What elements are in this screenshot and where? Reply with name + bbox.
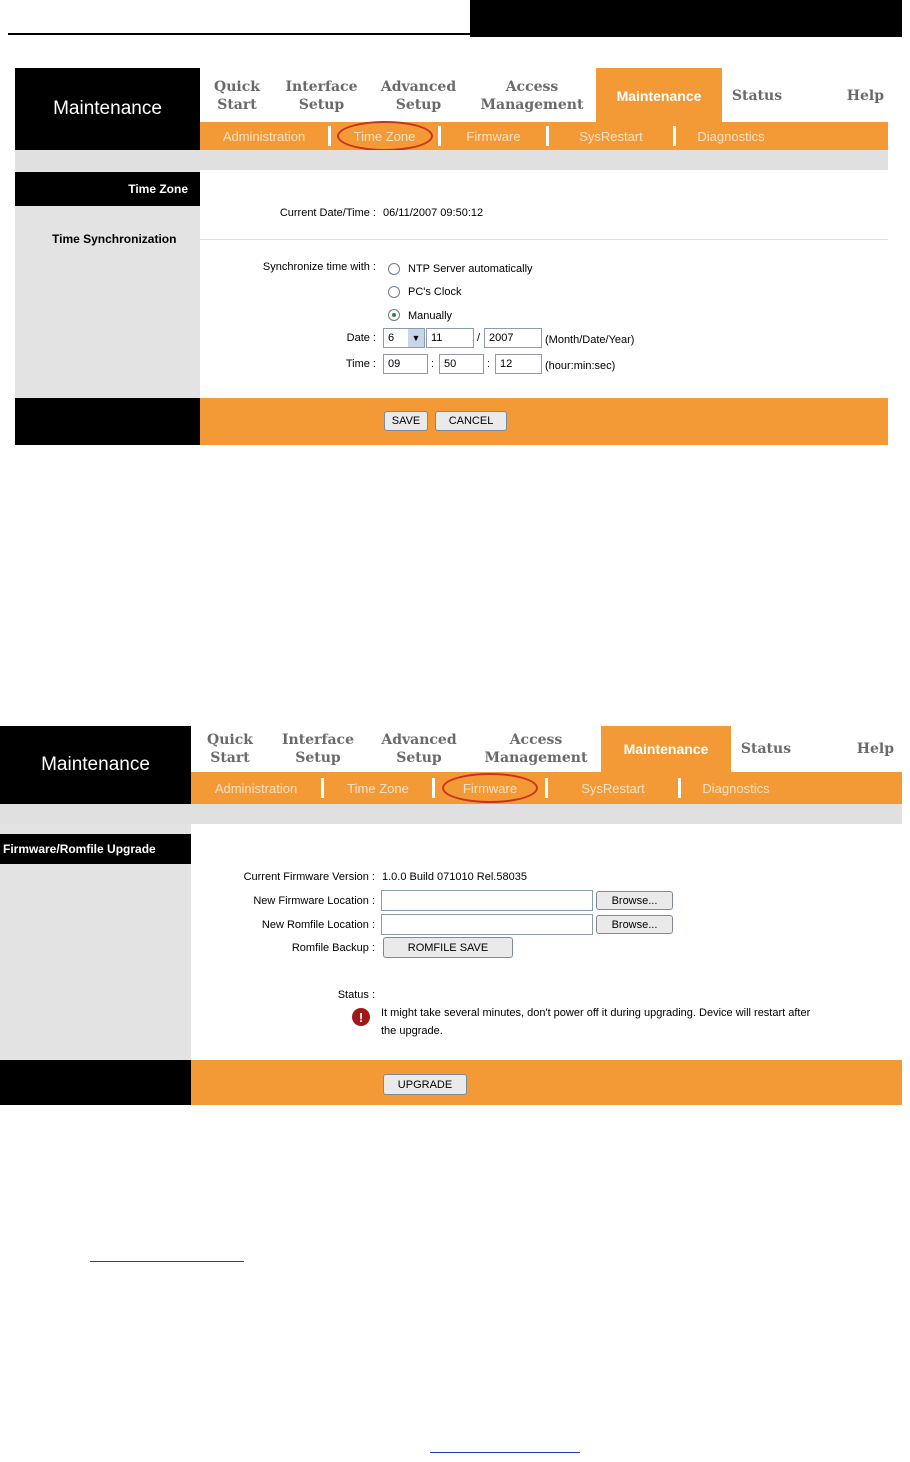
day-input[interactable]: 11 <box>426 328 474 348</box>
nav-help[interactable]: Help <box>846 88 884 104</box>
footer-bar <box>200 398 888 445</box>
nav-help[interactable]: Help <box>856 741 894 757</box>
side-section-title: Firmware/Romfile Upgrade <box>0 834 191 864</box>
chevron-down-icon: ▼ <box>408 329 424 347</box>
time-separator: : <box>487 358 491 370</box>
timezone-panel <box>15 62 888 445</box>
nav-quick-start[interactable]: Quick Start <box>207 732 253 766</box>
date-label: Date : <box>346 332 376 344</box>
romfile-save-button[interactable]: ROMFILE SAVE <box>383 937 513 958</box>
radio-manually-label: Manually <box>408 310 453 322</box>
sync-label: Synchronize time with : <box>262 261 376 273</box>
warning-icon: ! <box>352 1008 370 1026</box>
year-input[interactable]: 2007 <box>484 328 542 348</box>
document-header-bar <box>470 0 902 37</box>
nav-advanced-setup[interactable]: Advanced Setup <box>380 79 457 113</box>
footer-left <box>15 398 200 445</box>
side-label-time-sync: Time Synchronization <box>52 232 177 246</box>
subnav-firmware[interactable]: Firmware <box>466 128 521 144</box>
page-logo: Maintenance <box>0 726 191 804</box>
subnav-time-zone[interactable]: Time Zone <box>347 780 409 796</box>
nav-access-management[interactable]: Access Management <box>480 79 584 113</box>
sub-nav <box>191 772 902 804</box>
page-logo: Maintenance <box>15 68 200 150</box>
current-datetime-label: Current Date/Time : <box>279 207 376 219</box>
divider <box>200 239 888 240</box>
firmware-location-label: New Firmware Location : <box>253 895 375 907</box>
time-hint: (hour:min:sec) <box>545 360 616 372</box>
radio-manually[interactable] <box>388 309 400 321</box>
nav-status[interactable]: Status <box>731 88 783 104</box>
save-button[interactable]: SAVE <box>384 411 428 431</box>
status-label: Status : <box>337 989 375 1001</box>
nav-maintenance[interactable]: Maintenance <box>601 726 731 772</box>
subnav-administration[interactable]: Administration <box>214 780 298 796</box>
minute-input[interactable]: 50 <box>439 354 484 374</box>
top-nav <box>191 726 902 772</box>
sub-nav <box>200 122 888 150</box>
second-input[interactable]: 12 <box>495 354 542 374</box>
firmware-version-value: 1.0.0 Build 071010 Rel.58035 <box>382 871 527 883</box>
time-label: Time : <box>345 358 376 370</box>
date-hint: (Month/Date/Year) <box>545 334 635 346</box>
browse-romfile-button[interactable]: Browse... <box>596 915 673 934</box>
date-separator: / <box>477 332 481 344</box>
gray-band <box>0 804 902 824</box>
firmware-version-label: Current Firmware Version : <box>243 871 375 883</box>
radio-pc-clock-label: PC's Clock <box>408 286 462 298</box>
link-underline <box>430 1452 580 1453</box>
footer-bar <box>191 1060 902 1105</box>
top-nav <box>200 68 892 124</box>
nav-maintenance[interactable]: Maintenance <box>596 68 722 124</box>
time-separator: : <box>431 358 435 370</box>
radio-pc-clock[interactable] <box>388 286 400 298</box>
romfile-backup-label: Romfile Backup : <box>291 942 375 954</box>
hour-input[interactable]: 09 <box>383 354 428 374</box>
highlight-ring <box>442 773 538 803</box>
link-underline <box>90 1261 244 1262</box>
firmware-panel <box>0 718 902 1105</box>
nav-status[interactable]: Status <box>740 741 792 757</box>
subnav-diagnostics[interactable]: Diagnostics <box>697 128 765 144</box>
subnav-time-zone[interactable]: Time Zone <box>331 129 438 144</box>
radio-ntp-label: NTP Server automatically <box>408 263 533 275</box>
side-section-title: Time Zone <box>15 172 200 206</box>
current-datetime-value: 06/11/2007 09:50:12 <box>383 207 484 219</box>
nav-interface-setup[interactable]: Interface Setup <box>285 79 358 113</box>
gray-band <box>15 150 888 170</box>
nav-access-management[interactable]: Access Management <box>484 732 588 766</box>
subnav-sysrestart[interactable]: SysRestart <box>579 128 643 144</box>
firmware-location-input[interactable] <box>381 890 593 911</box>
nav-advanced-setup[interactable]: Advanced Setup <box>381 732 457 766</box>
radio-ntp[interactable] <box>388 263 400 275</box>
subnav-administration[interactable]: Administration <box>222 128 306 144</box>
footer-left <box>0 1060 191 1105</box>
cancel-button[interactable]: CANCEL <box>435 411 507 431</box>
month-select[interactable]: 6 ▼ <box>383 328 425 348</box>
browse-firmware-button[interactable]: Browse... <box>596 891 673 910</box>
highlight-ring <box>337 121 433 151</box>
subnav-diagnostics[interactable]: Diagnostics <box>702 780 770 796</box>
status-message-line1: It might take several minutes, don't power off it during upgrading. Device will restart after <box>381 1007 811 1019</box>
upgrade-button[interactable]: UPGRADE <box>383 1074 467 1095</box>
subnav-firmware[interactable]: Firmware <box>435 781 545 796</box>
romfile-location-label: New Romfile Location : <box>261 919 375 931</box>
status-message-line2: the upgrade. <box>381 1025 443 1037</box>
nav-interface-setup[interactable]: Interface Setup <box>281 732 354 766</box>
document-header-rule <box>8 33 470 35</box>
nav-quick-start[interactable]: Quick Start <box>214 79 260 113</box>
subnav-sysrestart[interactable]: SysRestart <box>581 780 645 796</box>
romfile-location-input[interactable] <box>381 914 593 935</box>
